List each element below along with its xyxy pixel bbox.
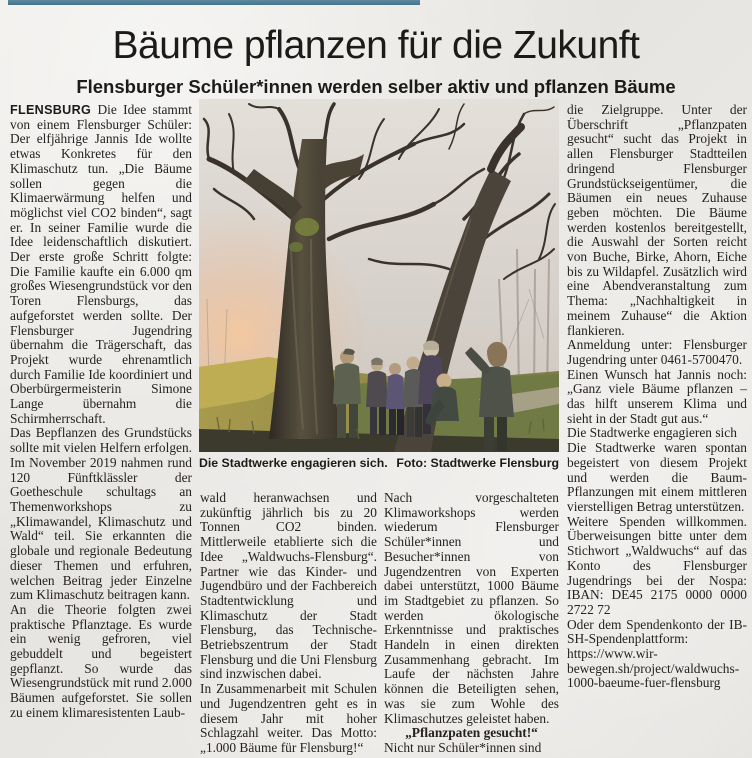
section-divider-rule (8, 0, 420, 5)
article-column-1 (10, 103, 192, 758)
paragraph: Einen Wunsch hat Jannis noch: „Ganz viele Bäume pflanzen – das hilft unserem Klima und sieht in der Stadt gut aus.“ (567, 366, 747, 426)
paragraph: Anmeldung unter: Flensburger Jugendring unter 0461-5700470. (567, 337, 747, 367)
paragraph: Die Stadtwerke engagieren sich (567, 425, 737, 441)
paragraph: Oder dem Spendenkonto der IB-SH-Spendenplattform: https://www.wir-bewegen.sh/project/waldwuchs-1000-baeume-fuer-flensburg (567, 616, 747, 691)
tree-group-photo (199, 99, 559, 452)
paragraph: Nicht nur Schüler*innen sind (384, 739, 542, 755)
paragraph: Weitere Spenden willkommen. Überweisungen bitte unter dem Stichwort „Waldwuchs“ auf das Konto des Flensburger Jugendrings bei der Nospa: IBAN: DE45 2175 0000 0000 2722 72 (567, 513, 747, 617)
paragraph (10, 103, 192, 426)
article-subheadline: Flensburger Schüler*innen werden selber aktiv und pflanzen Bäume (76, 76, 676, 97)
dateline: FLENSBURG (10, 103, 92, 117)
paragraph: Die Stadtwerke waren spontan begeistert von diesem Projekt und werden die Baum-Pflanzungen mit einem mittleren vierstelligen Betrag unterstützen. (567, 440, 747, 514)
article-headline: Bäume pflanzen für die Zukunft (112, 24, 640, 67)
photo-credit: Foto: Stadtwerke Flensburg (396, 456, 559, 470)
article-column-3 (384, 491, 559, 758)
article-column-4 (567, 103, 747, 758)
paragraph: Das Bepflanzen des Grundstücks sollte mit vielen Helfern erfolgen. Im November 2019 nahmen rund 120 Fünftklässler der Goetheschule schultags an Themenworkshops zu „Klimawandel, Klimaschutz und Wald“ teil. Sie erkannten die globale und regionale Bedeutung dieser Themen und erfuhren, welchen Beitrag jeder Einzelne zum Klimaschutz beitragen kann. (10, 425, 192, 603)
photo-caption: Die Stadtwerke engagieren sich. (199, 456, 388, 470)
inline-subheading: „Pflanzpaten gesucht!“ (405, 725, 538, 741)
paragraph-text: Die Idee stammt von einem Flensburger Schüler: Der elfjährige Jannis Ide wollte etwas Konkretes für den Klimaschutz tun. „Die Bäume sollen gegen die Klimaerwärmung helfen und möglichst viel CO2 binden“, sagt er. In seiner Familie wurde die Idee leidenschaftlich diskutiert. Der erste große Schritt folgte: Die Familie kaufte ein 6.000 qm großes Wiesengrundstück vor den Toren Flensburgs, das aufgeforstet werden sollte. Der Flensburger Jugendring übernahm die Trägerschaft, das Projekt wurde ehrenamtlich durch Familie Ide koordiniert und Oberbürgermeisterin Simone Lange übernahm die Schirmherrschaft. (10, 102, 192, 426)
paragraph: An die Theorie folgten zwei praktische Pflanztage. Es wurde ein wenig gefroren, viel gebuddelt und begeistert gepflanzt. So wurde das Wiesengrundstück mit rund 2.000 Bäumen aufgeforstet. Sie sollen zu einem klimaresistenten Laub- (10, 601, 192, 720)
article-photo-figure (199, 99, 559, 470)
paragraph: wald heranwachsen und zukünftig jährlich bis zu 20 Tonnen CO2 binden. Mittlerweile etablierte sich die Idee „Waldwuchs-Flensburg“. Partner wie das Kinder- und Jugendbüro und der Fachbereich Stadtentwicklung und Klimaschutz der Stadt Flensburg, das Technische-Betriebszentrum der Stadt Flensburg und die Uni Flensburg sind inzwischen dabei. (200, 490, 377, 682)
paragraph: In Zusammenarbeit mit Schulen und Jugendzentren geht es in diesem Jahr mit hoher Schlagzahl weiter. Das Motto: „1.000 Bäume für Flensburg!“ (200, 681, 377, 755)
article-column-2 (200, 491, 377, 758)
photo-caption-row (199, 456, 559, 470)
paragraph: die Zielgruppe. Unter der Überschrift „Pflanzpaten gesucht“ sucht das Projekt in allen Flensburger Stadtteilen dringend Flensburger Grundstückseigentümer, die Bäumen ein neues Zuhause geben möchten. Die Bäume werden kostenlos bereitgestellt, die Auswahl der Sorten reicht von Buche, Birke, Ahorn, Eiche bis zu Wildapfel. Zusätzlich wird eine Abendveranstaltung zum Thema: „Nachhaltigkeit in meinem Zuhause“ die Aktion flankieren. (567, 102, 747, 338)
paragraph: Nach vorgeschalteten Klimaworkshops werden wiederum Flensburger Schüler*innen und Besucher*innen von Jugendzentren von Experten dabei unterstützt, 1000 Bäume im Stadtgebiet zu pflanzen. So werden ökologische Erkenntnisse und praktisches Handeln in einen direkten Zusammenhang gebracht. Im Laufe der nächsten Jahre können die Beteiligten sehen, was sie zum Wohle des Klimaschutzes geleistet haben. (384, 490, 559, 726)
